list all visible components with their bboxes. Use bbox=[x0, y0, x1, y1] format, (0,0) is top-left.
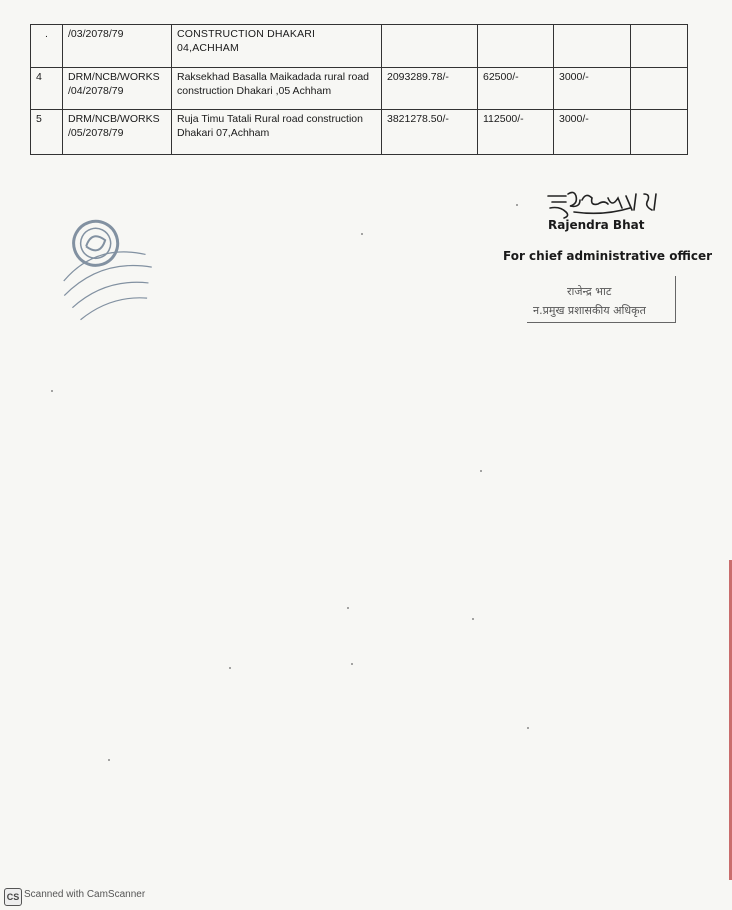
description-text: Ruja Timu Tatali Rural road construction Dhakari 07,Achham bbox=[177, 113, 363, 139]
scanner-footer bbox=[0, 882, 732, 910]
remarks-cell bbox=[631, 110, 688, 155]
security-cell bbox=[478, 68, 554, 110]
scan-speck bbox=[472, 618, 474, 620]
table-row bbox=[31, 68, 688, 110]
scan-speck bbox=[480, 470, 482, 472]
tender-no-cell bbox=[63, 25, 172, 68]
security-cell bbox=[478, 110, 554, 155]
estimate-cell bbox=[382, 68, 478, 110]
table-row bbox=[31, 110, 688, 155]
security-text: 112500/- bbox=[483, 113, 524, 125]
scan-speck bbox=[51, 390, 53, 392]
seal-title: न.प्रमुख प्रशासकीय अधिकृत bbox=[533, 304, 646, 317]
estimate-text: 3821278.50/- bbox=[387, 113, 449, 125]
estimate-cell bbox=[382, 110, 478, 155]
tender-no-cell bbox=[63, 110, 172, 155]
tender-no-text: DRM/NCB/WORKS /04/2078/79 bbox=[68, 71, 160, 97]
municipality-stamp bbox=[44, 210, 164, 328]
scan-speck bbox=[527, 727, 529, 729]
estimate-cell bbox=[382, 25, 478, 68]
description-text: CONSTRUCTION DHAKARI 04,ACHHAM bbox=[177, 28, 316, 54]
description-cell bbox=[172, 25, 382, 68]
sn-cell bbox=[31, 68, 63, 110]
scan-speck bbox=[516, 204, 518, 206]
sn-text: 5 bbox=[36, 113, 42, 125]
tender-table bbox=[30, 24, 688, 155]
scan-speck bbox=[108, 759, 110, 761]
signer-role: For chief administrative officer bbox=[503, 249, 712, 263]
tender-no-text: /03/2078/79 bbox=[68, 28, 124, 40]
scan-speck bbox=[351, 663, 353, 665]
sn-cell bbox=[31, 110, 63, 155]
camscanner-logo-icon: CS bbox=[4, 888, 22, 906]
signer-name: Rajendra Bhat bbox=[548, 218, 645, 232]
seal-name: राजेन्द्र भाट bbox=[567, 285, 612, 298]
estimate-text: 2093289.78/- bbox=[387, 71, 449, 83]
scan-speck bbox=[361, 233, 363, 235]
fee-cell bbox=[554, 68, 631, 110]
fee-cell bbox=[554, 25, 631, 68]
fee-text: 3000/- bbox=[559, 113, 589, 125]
table-row bbox=[31, 25, 688, 68]
fee-text: 3000/- bbox=[559, 71, 589, 83]
sn-text: . bbox=[45, 28, 48, 40]
scan-speck bbox=[347, 607, 349, 609]
scanner-watermark: Scanned with CamScanner bbox=[24, 889, 146, 900]
description-cell bbox=[172, 68, 382, 110]
security-text: 62500/- bbox=[483, 71, 519, 83]
sn-text: 4 bbox=[36, 71, 42, 83]
handwritten-signature bbox=[544, 186, 664, 220]
tender-no-cell bbox=[63, 68, 172, 110]
tender-no-text: DRM/NCB/WORKS /05/2078/79 bbox=[68, 113, 160, 139]
remarks-cell bbox=[631, 25, 688, 68]
description-text: Raksekhad Basalla Maikadada rural road construction Dhakari ,05 Achham bbox=[177, 71, 370, 97]
description-cell bbox=[172, 110, 382, 155]
fee-cell bbox=[554, 110, 631, 155]
scan-speck bbox=[229, 667, 231, 669]
remarks-cell bbox=[631, 68, 688, 110]
office-seal bbox=[527, 276, 676, 323]
sn-cell bbox=[31, 25, 63, 68]
security-cell bbox=[478, 25, 554, 68]
